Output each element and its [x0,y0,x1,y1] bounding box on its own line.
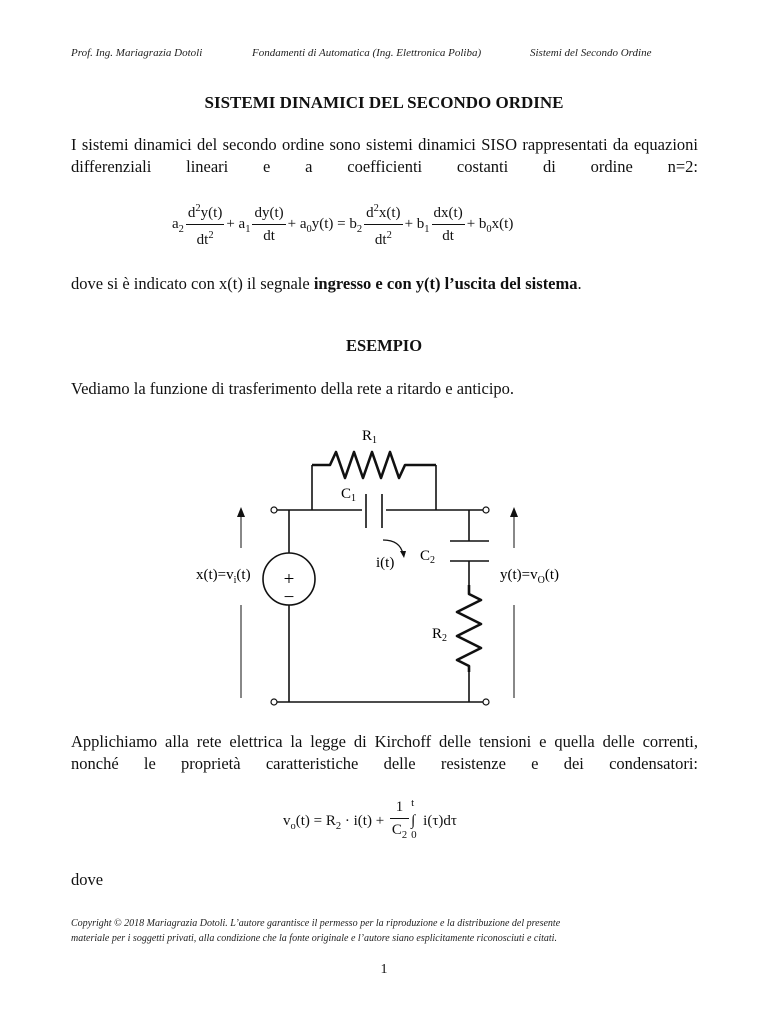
current-arrow-icon [383,540,403,554]
source-minus: − [283,587,295,608]
r2-label: $R_2$ [432,626,448,644]
source-plus: + [283,569,295,590]
terminal-icons [271,507,489,705]
r2-resistor-icon [457,585,481,672]
variables-period: . [577,274,582,293]
input-label: $x(t)=v_i(t)$ [196,567,251,586]
header-author: Prof. Ing. Mariagrazia Dotoli [71,47,203,59]
r1-label: $R_1$ [362,428,378,446]
copyright-line-2: materiale per i soggetti privati, alla condizione che la fonte originale e l’autore siano esplicitamente riconosciuti e citati. [71,933,557,944]
lead-lag-circuit [180,415,600,720]
input-arrow-icon [237,507,245,517]
section-title: ESEMPIO [345,336,423,355]
page-number: 1 [380,962,388,977]
header-topic: Sistemi del Secondo Ordine [530,47,652,59]
output-label: $y(t)=v_O(t)$ [500,567,560,586]
variables-text: dove si è indicato con x(t) il segnale [71,274,314,293]
c1-label: $C_1$ [341,486,357,504]
current-label: i(t) [376,555,395,571]
r1-resistor-icon [312,452,436,478]
variables-definition [71,273,698,295]
output-arrow-icon [510,507,518,517]
header-course: Fondamenti di Automatica (Ing. Elettronica Poliba) [252,47,482,59]
intro-paragraph: I sistemi dinamici del secondo ordine sono sistemi dinamici SISO rappresentati da equazioni differenziali lineari e a coefficienti costanti di ordine n=2: [71,135,698,176]
example-text: Vediamo la funzione di trasferimento della rete a ritardo e anticipo. [71,379,515,398]
variables-bold-text: ingresso e con y(t) l’uscita del sistema [313,274,578,293]
c2-label: $C_2$ [420,548,436,566]
dove-text: dove [71,870,104,889]
kirchhoff-paragraph: Applichiamo alla rete elettrica la legge di Kirchoff delle tensioni e quella delle correnti, nonché le proprietà caratteristiche delle resistenze e dei condensatori: [71,732,698,773]
output-voltage-equation: $v_o(t) = R_2 \cdot i(t)$ + $\frac{1}{C_2}$ t ∫ 0 i(τ)dτ [283,796,457,841]
differential-equation: $a_2$ $\frac{d^2y(t)}{dt^2}$ + $a_1$ $\frac{dy(t)}{dt}$ + $a_0y(t) = b_2$ $\frac{d^2x(t)}{dt^2}$ + $b_1$ $\frac{dx(t)}{dt}$ + $b_0x(t)$ [172,200,513,249]
page-title: SISTEMI DINAMICI DEL SECONDO ORDINE [204,93,564,112]
copyright-footer [71,916,698,946]
copyright-line-1: Copyright © 2018 Mariagrazia Dotoli. L’autore garantisce il permesso per la riproduzione e la distribuzione del presente [71,918,561,929]
